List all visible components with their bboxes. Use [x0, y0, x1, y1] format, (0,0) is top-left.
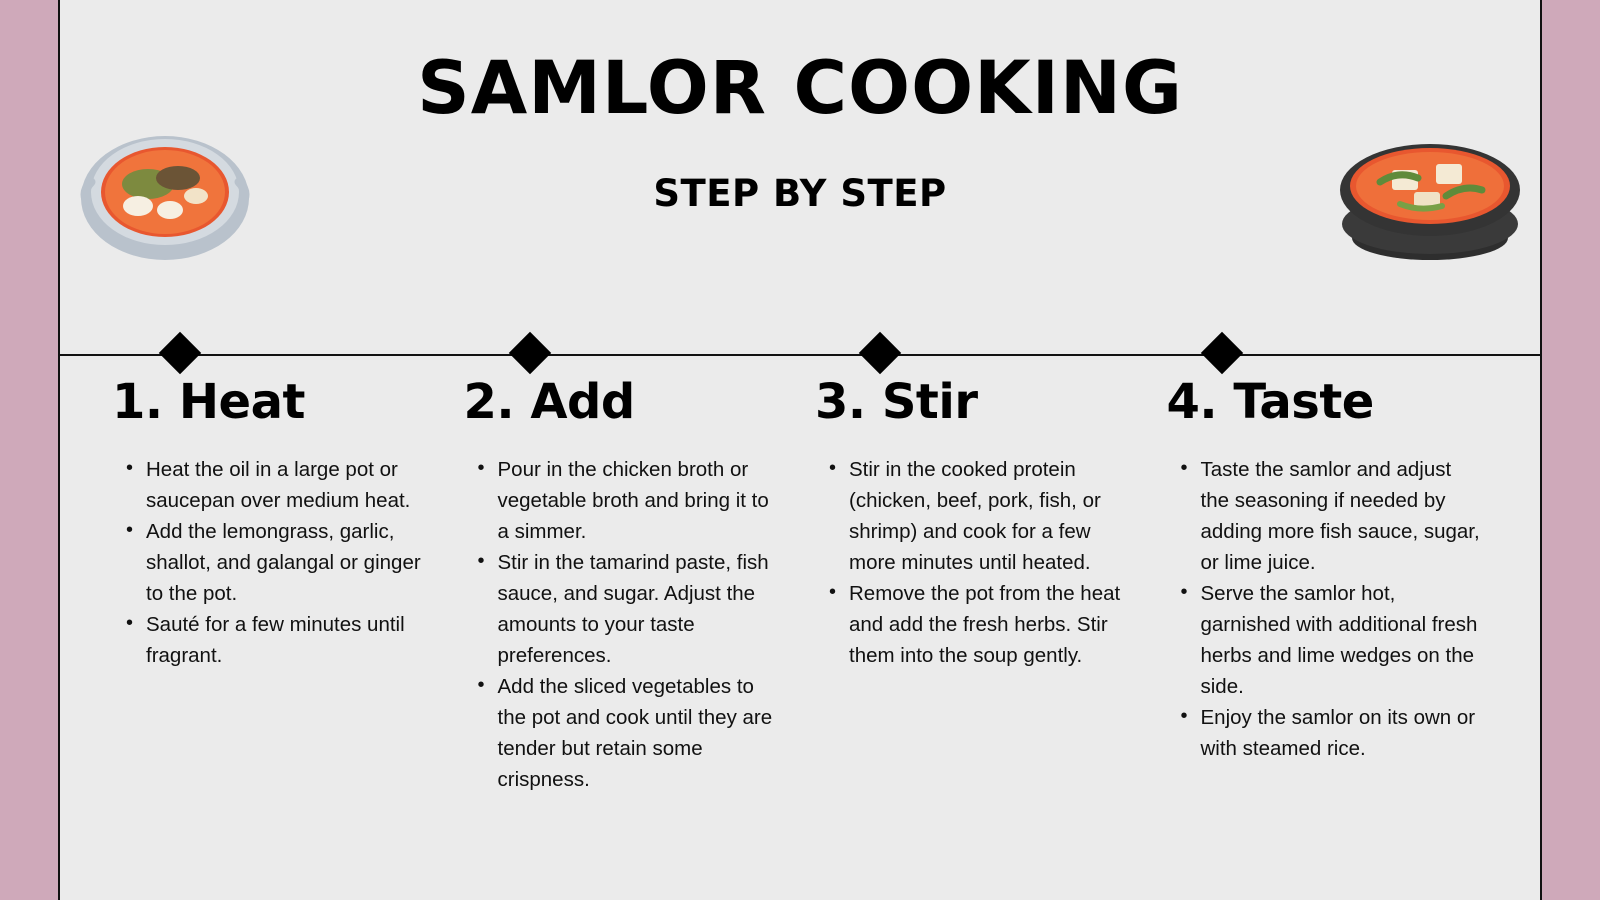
step-heading-2: 2. Add	[463, 374, 635, 430]
timeline-rule	[60, 354, 1540, 356]
step-heading-3: 3. Stir	[815, 374, 978, 430]
step-column-3	[803, 374, 1155, 795]
step-column-2	[452, 374, 804, 795]
step-heading-4: 4. Taste	[1166, 374, 1374, 430]
list-item: • Add the sliced vegetables to the pot and cook until they are tender but retain some crispness.	[498, 671, 778, 795]
list-item: • Pour in the chicken broth or vegetable broth and bring it to a simmer.	[498, 454, 778, 547]
page-title: SAMLOR COOKING	[417, 46, 1183, 131]
poster-page	[58, 0, 1542, 900]
list-item: • Add the lemongrass, garlic, shallot, and galangal or ginger to the pot.	[146, 516, 426, 609]
step-heading-1: 1. Heat	[112, 374, 305, 430]
step-column-4	[1155, 374, 1507, 795]
list-item: • Stir in the cooked protein (chicken, beef, pork, fish, or shrimp) and cook for a few more minutes until heated.	[849, 454, 1129, 578]
list-item: • Sauté for a few minutes until fragrant.	[146, 609, 426, 671]
step-list-4	[1155, 454, 1481, 764]
step-list-3	[803, 454, 1129, 671]
step-list-1	[100, 454, 426, 671]
step-column-1	[100, 374, 452, 795]
list-item: • Heat the oil in a large pot or saucepan over medium heat.	[146, 454, 426, 516]
list-item: • Serve the samlor hot, garnished with additional fresh herbs and lime wedges on the side.	[1201, 578, 1481, 702]
list-item: • Enjoy the samlor on its own or with steamed rice.	[1201, 702, 1481, 764]
list-item: • Taste the samlor and adjust the seasoning if needed by adding more fish sauce, sugar, or lime juice.	[1201, 454, 1481, 578]
poster-header	[60, 0, 1540, 358]
list-item: • Remove the pot from the heat and add the fresh herbs. Stir them into the soup gently.	[849, 578, 1129, 671]
list-item: • Stir in the tamarind paste, fish sauce, and sugar. Adjust the amounts to your taste preferences.	[498, 547, 778, 671]
step-list-2	[452, 454, 778, 795]
page-subtitle: STEP BY STEP	[653, 172, 947, 215]
steps-columns	[60, 374, 1540, 795]
